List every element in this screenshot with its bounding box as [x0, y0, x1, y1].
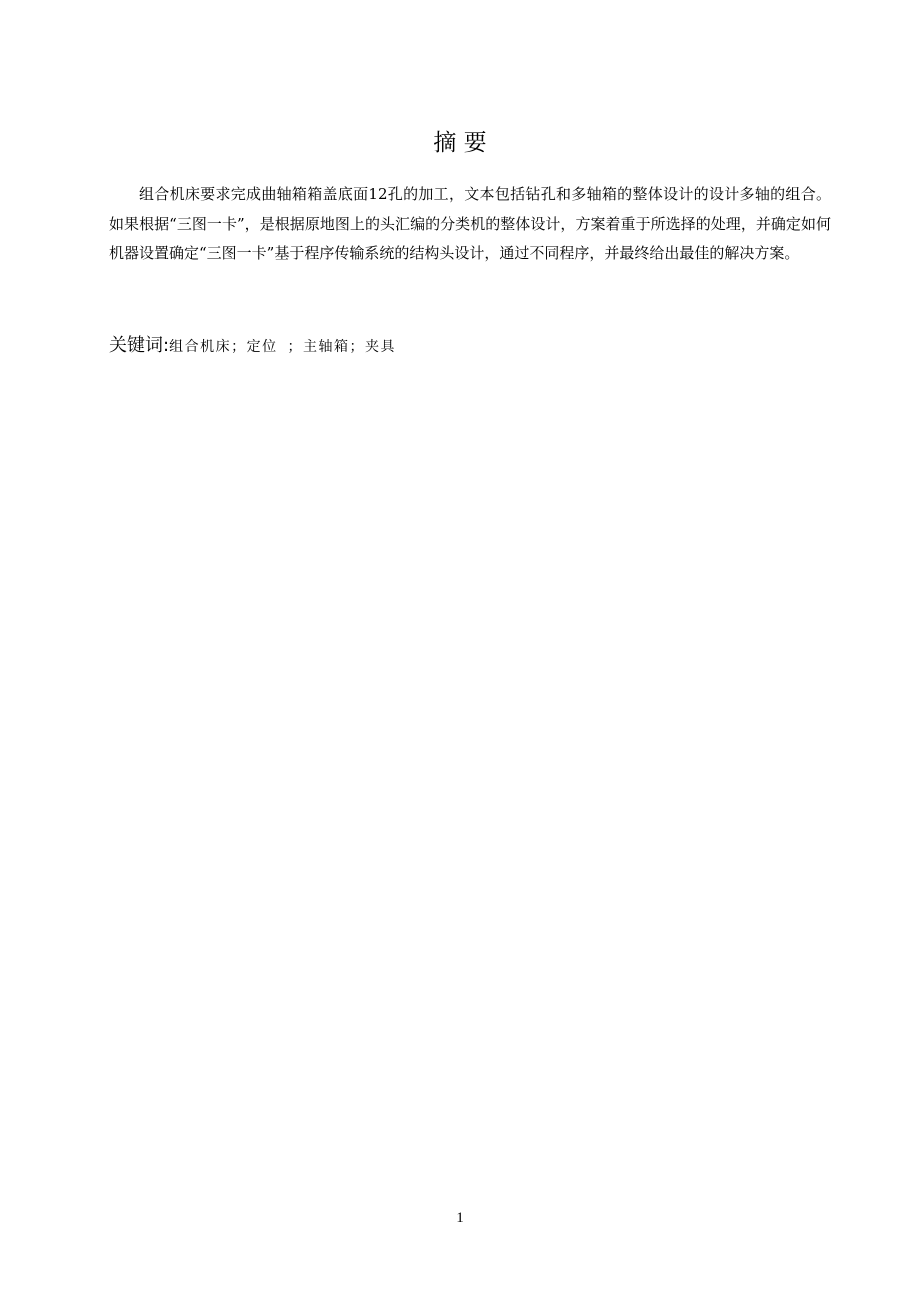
- keywords-list: 组合机床；定位 ；主轴箱；夹具: [169, 339, 397, 355]
- page-number: 1: [456, 1210, 464, 1226]
- keywords-line: [109, 333, 831, 360]
- abstract-paragraph: 组合机床要求完成曲轴箱箱盖底面12孔的加工，文本包括钻孔和多轴箱的整体设计的设计多轴的组合。如果根据“三图一卡”，是根据原地图上的头汇编的分类机的整体设计，方案着重于所选择的处理，并确定如何机器设置确定“三图一卡”基于程序传输系统的结构头设计，通过不同程序，并最终给出最佳的解决方案。: [109, 185, 831, 262]
- keywords-label: 关键词:: [109, 335, 170, 356]
- abstract-title: 摘 要: [433, 130, 487, 156]
